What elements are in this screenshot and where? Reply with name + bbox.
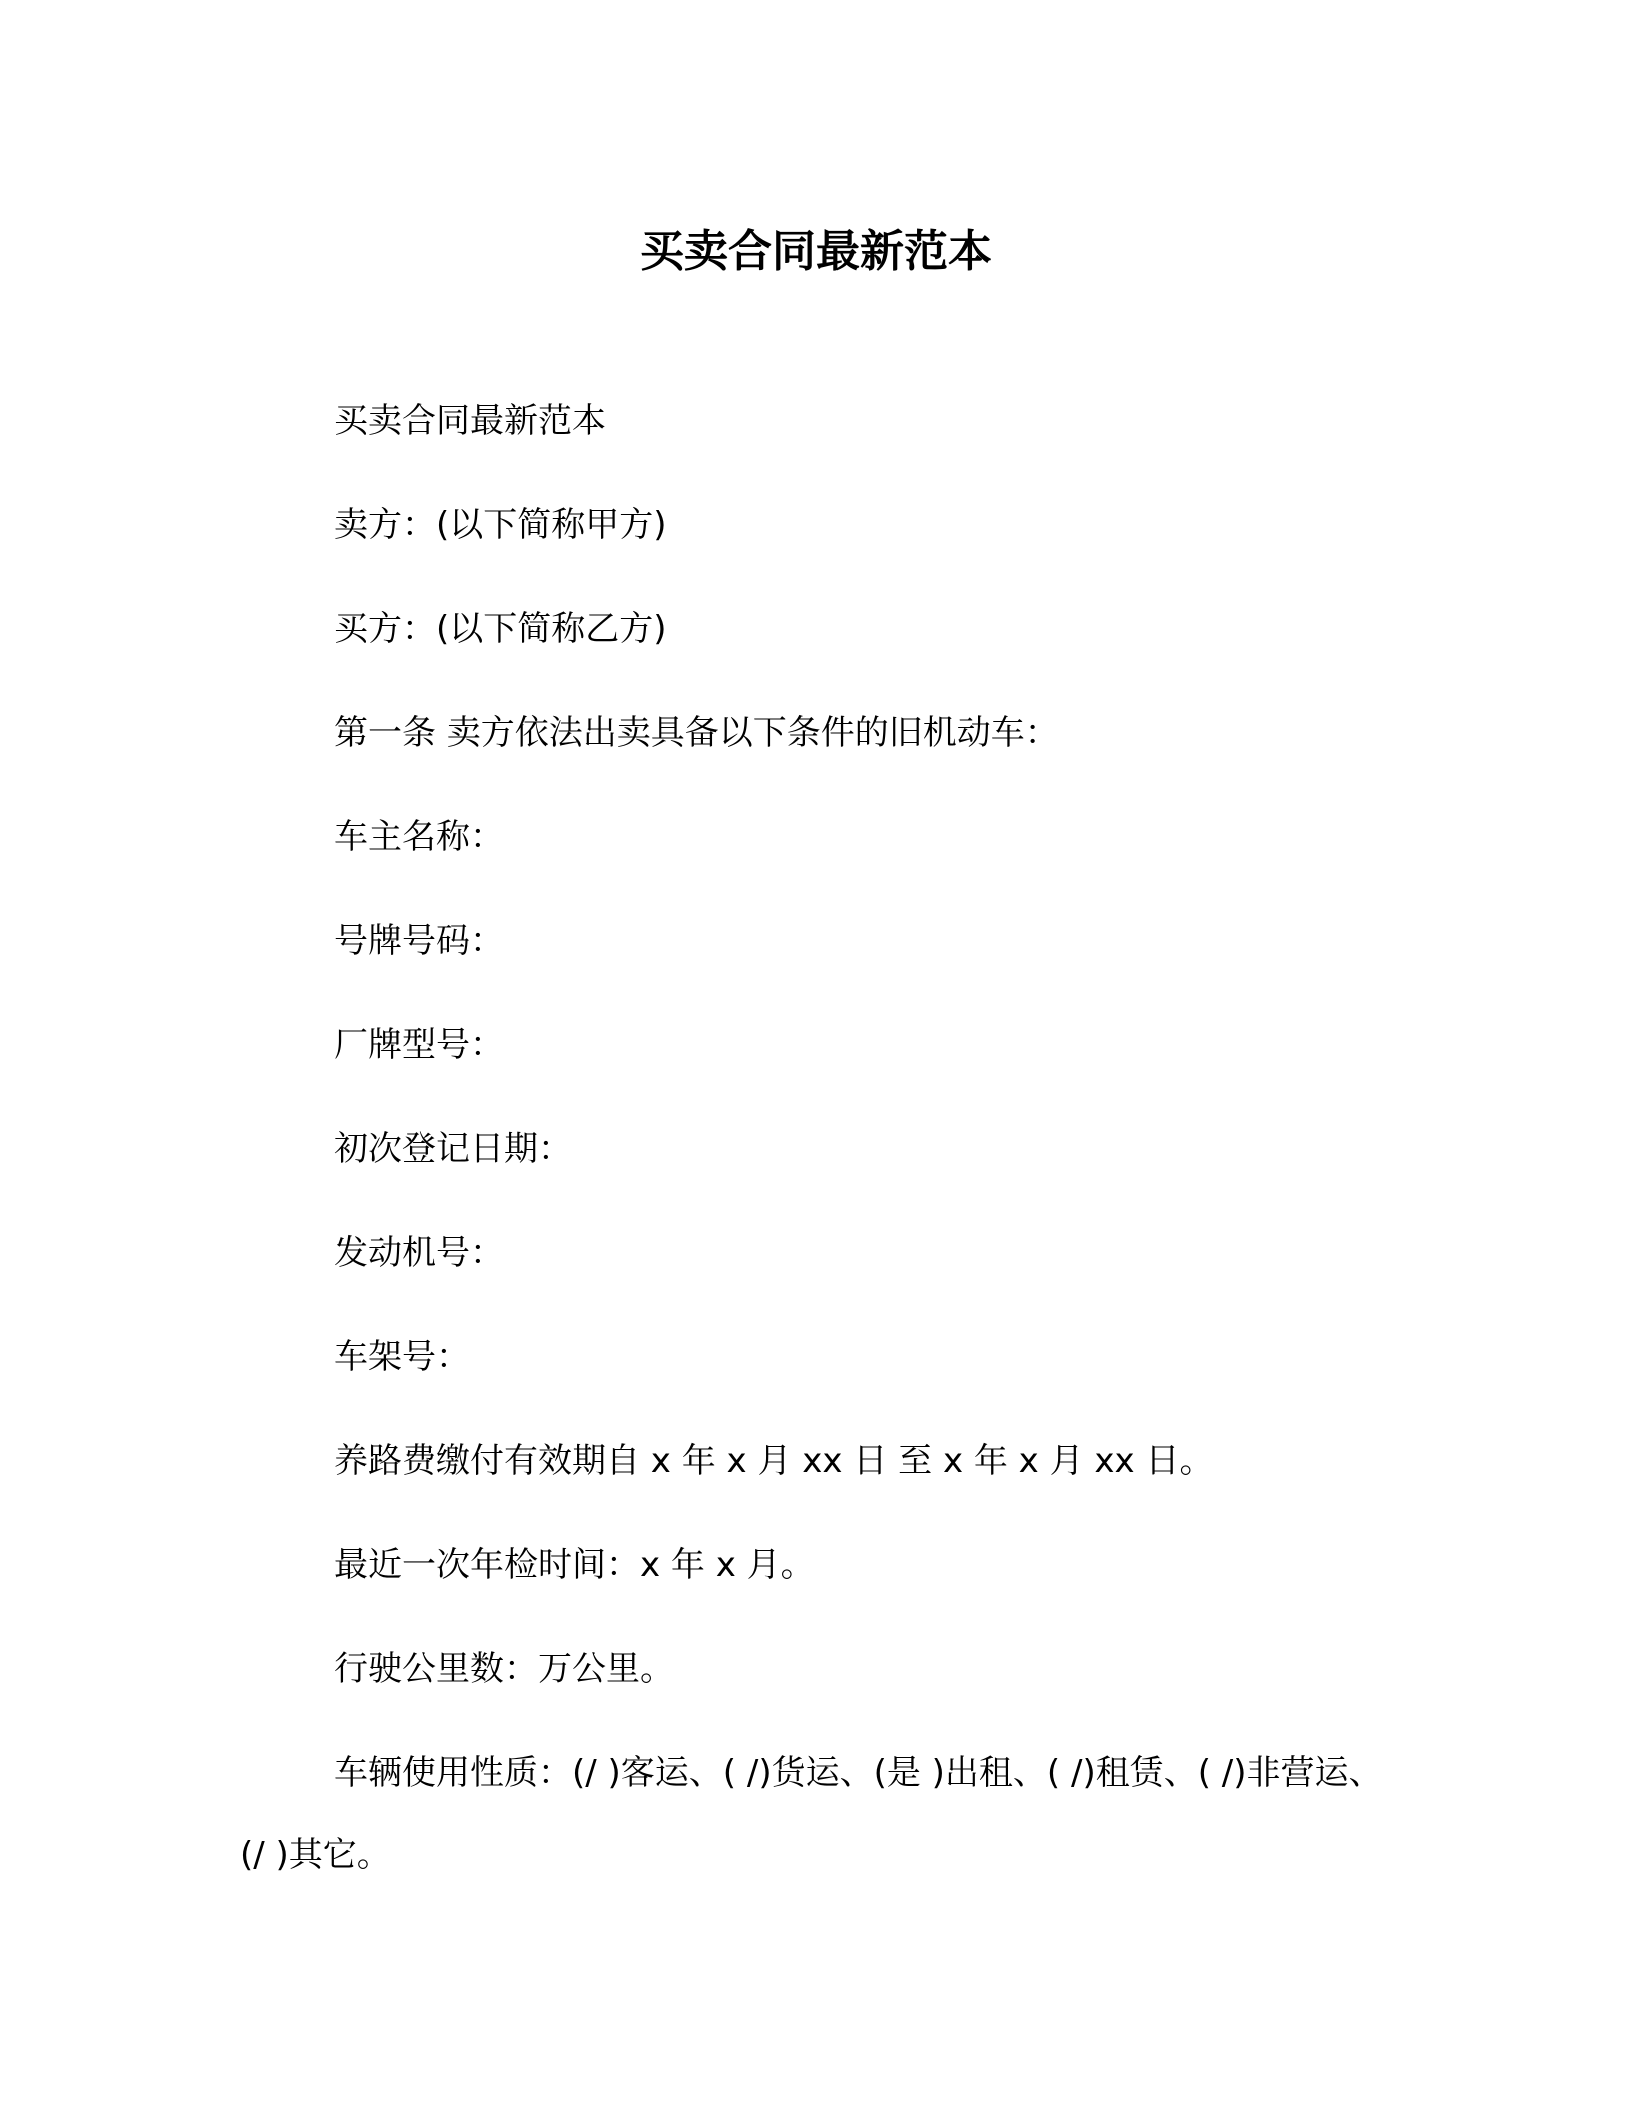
paragraph-seller: 卖方：(以下简称甲方) xyxy=(334,505,667,545)
document-title: 买卖合同最新范本 xyxy=(640,226,992,277)
paragraph-buyer: 买方：(以下简称乙方) xyxy=(334,609,667,649)
paragraph-brand-model: 厂牌型号： xyxy=(334,1025,504,1065)
paragraph-plate-number: 号牌号码： xyxy=(334,921,504,961)
paragraph-frame-number: 车架号： xyxy=(334,1337,470,1377)
paragraph-owner-name: 车主名称： xyxy=(334,817,504,857)
paragraph-subtitle: 买卖合同最新范本 xyxy=(334,401,606,441)
paragraph-mileage: 行驶公里数：万公里。 xyxy=(334,1649,674,1689)
paragraph-article-one: 第一条 卖方依法出卖具备以下条件的旧机动车： xyxy=(334,713,1059,753)
paragraph-engine-number: 发动机号： xyxy=(334,1233,504,1273)
paragraph-annual-inspection: 最近一次年检时间：x 年 x 月。 xyxy=(334,1545,815,1585)
paragraph-first-registration: 初次登记日期： xyxy=(334,1129,572,1169)
paragraph-road-fee: 养路费缴付有效期自 x 年 x 月 xx 日 至 x 年 x 月 xx 日。 xyxy=(334,1441,1214,1481)
paragraph-vehicle-use: 车辆使用性质：(/ )客运、( /)货运、(是 )出租、( /)租赁、( /)非营运、(/ )其它。 xyxy=(240,1753,1383,1875)
